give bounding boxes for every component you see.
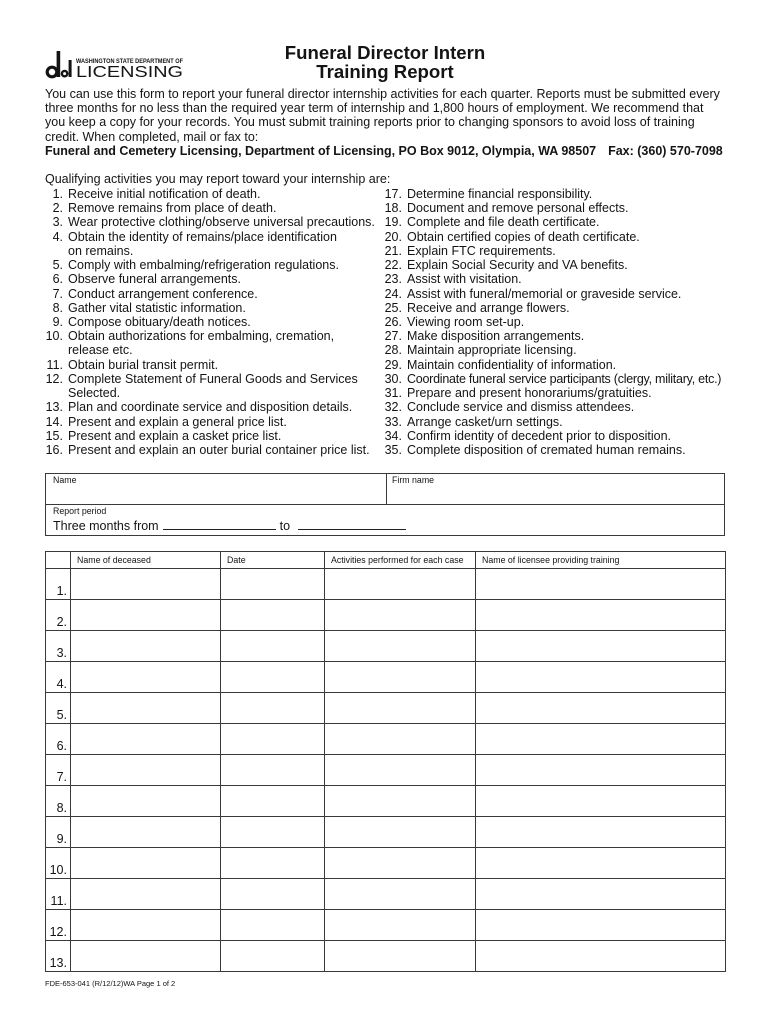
activity-text bbox=[40, 301, 375, 315]
activity-text-line: Observe funeral arrangements. bbox=[68, 272, 242, 287]
licensee-name-cell[interactable] bbox=[476, 724, 726, 755]
activity-text bbox=[378, 272, 721, 286]
fax-number: Fax: (360) 570-7098 bbox=[608, 143, 723, 158]
activity-number: 32. bbox=[384, 400, 402, 415]
activity-item bbox=[378, 201, 721, 215]
activity-number: 1. bbox=[52, 187, 63, 201]
agency-name-large: LICENSING bbox=[76, 64, 183, 81]
licensee-name-cell[interactable] bbox=[476, 569, 726, 600]
licensee-name-cell[interactable] bbox=[476, 600, 726, 631]
form-title-line-1: Funeral Director Intern bbox=[284, 41, 486, 63]
table-row bbox=[46, 848, 726, 879]
activity-number: 26. bbox=[384, 314, 402, 329]
activity-text-line: Maintain appropriate licensing. bbox=[407, 343, 577, 358]
row-number-header bbox=[46, 552, 71, 569]
activity-text-line: Arrange casket/urn settings. bbox=[407, 414, 563, 429]
deceased-name-cell[interactable] bbox=[71, 600, 221, 631]
activities-cell[interactable] bbox=[325, 755, 476, 786]
activity-number: 9. bbox=[52, 314, 63, 329]
activity-text bbox=[378, 343, 721, 357]
row-number: 2. bbox=[46, 600, 71, 631]
activity-item bbox=[378, 329, 721, 343]
activity-text-line: Conduct arrangement conference. bbox=[68, 286, 258, 301]
activity-text bbox=[40, 315, 375, 329]
licensee-name-cell[interactable] bbox=[476, 941, 726, 972]
activity-text bbox=[40, 358, 375, 372]
activities-cell[interactable] bbox=[325, 693, 476, 724]
activity-text bbox=[378, 358, 721, 372]
deceased-name-cell[interactable] bbox=[71, 569, 221, 600]
activity-text bbox=[40, 287, 375, 301]
licensee-name-cell[interactable] bbox=[476, 755, 726, 786]
deceased-name-cell[interactable] bbox=[71, 755, 221, 786]
table-row bbox=[46, 724, 726, 755]
activity-text bbox=[378, 215, 721, 229]
deceased-name-cell[interactable] bbox=[71, 786, 221, 817]
table-row bbox=[46, 817, 726, 848]
activity-text-line: Comply with embalming/refrigeration regulations. bbox=[68, 258, 339, 273]
activity-item bbox=[40, 358, 375, 372]
deceased-name-cell[interactable] bbox=[71, 941, 221, 972]
activity-item bbox=[378, 429, 721, 443]
activity-number: 18. bbox=[384, 201, 402, 216]
period-from-label: Three months from bbox=[53, 518, 159, 533]
activity-text-line: Maintain confidentiality of information. bbox=[407, 357, 617, 372]
activity-number: 29. bbox=[384, 357, 402, 372]
activity-item bbox=[378, 415, 721, 429]
activity-text-line: Complete Statement of Funeral Goods and Services bbox=[68, 371, 358, 386]
activities-cell[interactable] bbox=[325, 848, 476, 879]
instructions-line: You can use this form to report your funeral director internship activities for each quarter. Reports must be submitted every bbox=[45, 87, 720, 101]
activity-number: 16. bbox=[45, 442, 63, 457]
activity-number: 23. bbox=[384, 272, 402, 287]
activity-text bbox=[378, 415, 721, 429]
activities-cell[interactable] bbox=[325, 662, 476, 693]
activity-item bbox=[378, 343, 721, 357]
activity-text bbox=[378, 329, 721, 343]
activity-text bbox=[40, 415, 375, 429]
activities-list-left bbox=[40, 187, 375, 457]
row-number: 13. bbox=[46, 941, 71, 972]
activity-text bbox=[378, 201, 721, 215]
activity-text bbox=[40, 187, 375, 201]
activity-number: 28. bbox=[384, 343, 402, 358]
row-number: 4. bbox=[46, 662, 71, 693]
activity-text bbox=[40, 272, 375, 286]
deceased-name-cell[interactable] bbox=[71, 910, 221, 941]
activity-item bbox=[40, 187, 375, 201]
activity-text bbox=[378, 315, 721, 329]
table-row bbox=[46, 662, 726, 693]
table-body bbox=[46, 569, 726, 972]
activity-number: 21. bbox=[384, 243, 402, 258]
activities-cell[interactable] bbox=[325, 600, 476, 631]
row-number: 1. bbox=[46, 569, 71, 600]
activities-list-right bbox=[378, 187, 721, 457]
activity-number: 33. bbox=[384, 414, 402, 429]
activities-cell[interactable] bbox=[325, 569, 476, 600]
activity-number: 10. bbox=[45, 329, 63, 344]
activity-text-line: Selected. bbox=[68, 386, 121, 401]
activity-number: 30. bbox=[384, 371, 402, 386]
activity-text bbox=[40, 443, 375, 457]
period-to-field[interactable] bbox=[298, 519, 406, 530]
table-row bbox=[46, 631, 726, 662]
activity-item bbox=[378, 258, 721, 272]
table-row bbox=[46, 879, 726, 910]
activity-text-line: Present and explain an outer burial container price list. bbox=[68, 442, 370, 457]
activity-text-line: Obtain certified copies of death certificate. bbox=[407, 229, 640, 244]
date-cell[interactable] bbox=[221, 600, 325, 631]
activity-text bbox=[378, 386, 721, 400]
training-log-table bbox=[45, 551, 726, 972]
activity-item bbox=[40, 201, 375, 215]
activity-item bbox=[40, 315, 375, 329]
activity-text bbox=[40, 230, 375, 258]
header-licensee-name: Name of licensee providing training bbox=[476, 552, 726, 569]
activity-number: 25. bbox=[384, 300, 402, 315]
date-cell[interactable] bbox=[221, 662, 325, 693]
activity-item bbox=[378, 287, 721, 301]
activity-text-line: Obtain burial transit permit. bbox=[68, 357, 219, 372]
activity-item bbox=[378, 187, 721, 201]
activity-text-line: Gather vital statistic information. bbox=[68, 300, 246, 315]
activity-text-line: Confirm identity of decedent prior to disposition. bbox=[407, 428, 672, 443]
activity-text bbox=[378, 400, 721, 414]
agency-name-small: WASHINGTON STATE DEPARTMENT OF bbox=[76, 59, 184, 65]
activity-text-line: Receive and arrange flowers. bbox=[407, 300, 570, 315]
activity-item bbox=[40, 329, 375, 357]
date-cell[interactable] bbox=[221, 879, 325, 910]
activity-item bbox=[378, 272, 721, 286]
activity-number: 6. bbox=[52, 272, 63, 287]
firm-name-label: Firm name bbox=[392, 475, 435, 485]
row-number: 3. bbox=[46, 631, 71, 662]
activity-number: 3. bbox=[52, 215, 63, 230]
date-cell[interactable] bbox=[221, 910, 325, 941]
activity-text-line: Make disposition arrangements. bbox=[407, 329, 585, 344]
activity-text bbox=[40, 215, 375, 229]
activity-text bbox=[40, 372, 375, 400]
activity-text-line: Compose obituary/death notices. bbox=[68, 314, 251, 329]
activity-text bbox=[378, 429, 721, 443]
activity-number: 5. bbox=[52, 258, 63, 273]
table-row bbox=[46, 693, 726, 724]
period-to-label: to bbox=[279, 518, 291, 533]
activity-text bbox=[378, 372, 721, 386]
table-row bbox=[46, 600, 726, 631]
mailing-address: Funeral and Cemetery Licensing, Department of Licensing, PO Box 9012, Olympia, WA 98507 bbox=[45, 143, 597, 158]
deceased-name-cell[interactable] bbox=[71, 879, 221, 910]
activity-text-line: Explain FTC requirements. bbox=[407, 243, 556, 258]
activity-text-line: Receive initial notification of death. bbox=[68, 187, 261, 201]
activity-text-line: release etc. bbox=[68, 343, 133, 358]
table-row bbox=[46, 786, 726, 817]
row-number: 10. bbox=[46, 848, 71, 879]
form-title bbox=[0, 43, 770, 81]
activity-item bbox=[40, 230, 375, 258]
activity-text bbox=[378, 244, 721, 258]
activity-item bbox=[40, 301, 375, 315]
activity-text-line: Plan and coordinate service and disposition details. bbox=[68, 400, 353, 415]
licensee-name-cell[interactable] bbox=[476, 910, 726, 941]
activity-text-line: Prepare and present honorariums/gratuities. bbox=[407, 386, 652, 401]
row-number: 8. bbox=[46, 786, 71, 817]
licensee-name-cell[interactable] bbox=[476, 879, 726, 910]
date-cell[interactable] bbox=[221, 755, 325, 786]
activity-item bbox=[40, 400, 375, 414]
report-period-line bbox=[53, 519, 406, 533]
activity-text bbox=[378, 230, 721, 244]
activity-text-line: Obtain authorizations for embalming, cremation, bbox=[68, 329, 335, 344]
activity-item bbox=[378, 400, 721, 414]
deceased-name-cell[interactable] bbox=[71, 817, 221, 848]
activity-item bbox=[40, 215, 375, 229]
activity-item bbox=[40, 258, 375, 272]
activity-text-line: Obtain the identity of remains/place identification bbox=[68, 229, 337, 244]
activity-item bbox=[378, 215, 721, 229]
deceased-name-cell[interactable] bbox=[71, 631, 221, 662]
activity-text-line: Viewing room set-up. bbox=[407, 314, 525, 329]
activity-item bbox=[378, 301, 721, 315]
activity-text bbox=[40, 329, 375, 357]
activity-item bbox=[40, 415, 375, 429]
activity-text-line: Remove remains from place of death. bbox=[68, 201, 277, 216]
activity-number: 20. bbox=[384, 229, 402, 244]
activity-text bbox=[40, 201, 375, 215]
table-row bbox=[46, 910, 726, 941]
activity-number: 22. bbox=[384, 258, 402, 273]
deceased-name-cell[interactable] bbox=[71, 848, 221, 879]
activities-cell[interactable] bbox=[325, 879, 476, 910]
licensee-name-cell[interactable] bbox=[476, 693, 726, 724]
activity-item bbox=[378, 230, 721, 244]
date-cell[interactable] bbox=[221, 631, 325, 662]
date-cell[interactable] bbox=[221, 941, 325, 972]
activity-number: 11. bbox=[46, 357, 63, 372]
activity-number: 12. bbox=[45, 371, 63, 386]
row-number: 5. bbox=[46, 693, 71, 724]
mailing-address-line bbox=[45, 144, 723, 158]
activity-number: 19. bbox=[384, 215, 402, 230]
licensee-name-cell[interactable] bbox=[476, 631, 726, 662]
activity-item bbox=[40, 287, 375, 301]
licensee-name-cell[interactable] bbox=[476, 817, 726, 848]
instructions-paragraph bbox=[45, 87, 723, 158]
activity-item bbox=[40, 272, 375, 286]
activity-text-line: Complete disposition of cremated human remains. bbox=[407, 442, 686, 457]
activities-cell[interactable] bbox=[325, 910, 476, 941]
activity-number: 17. bbox=[384, 187, 402, 201]
table-row bbox=[46, 941, 726, 972]
activity-text bbox=[40, 400, 375, 414]
activity-text-line: Explain Social Security and VA benefits. bbox=[407, 258, 628, 273]
intern-info-box bbox=[45, 473, 725, 536]
activity-number: 7. bbox=[52, 286, 63, 301]
deceased-name-cell[interactable] bbox=[71, 724, 221, 755]
table-row bbox=[46, 755, 726, 786]
date-cell[interactable] bbox=[221, 724, 325, 755]
activity-text bbox=[40, 429, 375, 443]
activity-text-line: on remains. bbox=[68, 243, 134, 258]
instructions-line: you keep a copy for your records. You must submit training reports prior to changing sponsors to avoid loss of training bbox=[45, 115, 695, 130]
deceased-name-cell[interactable] bbox=[71, 662, 221, 693]
activities-cell[interactable] bbox=[325, 724, 476, 755]
date-cell[interactable] bbox=[221, 817, 325, 848]
licensee-name-cell[interactable] bbox=[476, 848, 726, 879]
row-number: 6. bbox=[46, 724, 71, 755]
date-cell[interactable] bbox=[221, 693, 325, 724]
activity-text-line: Coordinate funeral service participants (clergy, military, etc.) bbox=[407, 371, 722, 386]
activity-number: 14. bbox=[45, 414, 63, 429]
activities-cell[interactable] bbox=[325, 941, 476, 972]
name-label: Name bbox=[53, 475, 77, 485]
form-number-footer: FDE-653-041 (R/12/12)WA Page 1 of 2 bbox=[45, 979, 176, 988]
activity-text-line: Assist with visitation. bbox=[407, 272, 522, 287]
activity-text-line: Document and remove personal effects. bbox=[407, 201, 629, 216]
activity-item bbox=[378, 386, 721, 400]
activities-cell[interactable] bbox=[325, 817, 476, 848]
activity-item bbox=[378, 443, 721, 457]
table-header-row bbox=[46, 552, 726, 569]
licensee-name-cell[interactable] bbox=[476, 786, 726, 817]
header-name-of-deceased: Name of deceased bbox=[71, 552, 221, 569]
activity-text-line: Assist with funeral/memorial or graveside service. bbox=[407, 286, 682, 301]
activity-text bbox=[378, 443, 721, 457]
activity-item bbox=[40, 429, 375, 443]
header-activities-performed: Activities performed for each case bbox=[325, 552, 476, 569]
activities-cell[interactable] bbox=[325, 786, 476, 817]
activity-number: 35. bbox=[384, 442, 402, 457]
activity-number: 15. bbox=[45, 428, 63, 443]
activity-item bbox=[378, 372, 721, 386]
licensee-name-cell[interactable] bbox=[476, 662, 726, 693]
activity-text-line: Present and explain a general price list. bbox=[68, 414, 287, 429]
deceased-name-cell[interactable] bbox=[71, 693, 221, 724]
date-cell[interactable] bbox=[221, 569, 325, 600]
row-number: 12. bbox=[46, 910, 71, 941]
activity-text-line: Conclude service and dismiss attendees. bbox=[407, 400, 635, 415]
activity-text bbox=[40, 258, 375, 272]
activity-item bbox=[378, 315, 721, 329]
activity-text bbox=[378, 187, 721, 201]
activity-number: 24. bbox=[384, 286, 402, 301]
instructions-line: credit. When completed, mail or fax to: bbox=[45, 129, 259, 144]
firm-name-field[interactable] bbox=[387, 474, 724, 505]
activity-text bbox=[378, 258, 721, 272]
activity-text-line: Wear protective clothing/observe universal precautions. bbox=[68, 215, 375, 230]
activity-text bbox=[378, 301, 721, 315]
activities-heading: Qualifying activities you may report toward your internship are: bbox=[45, 172, 391, 186]
activity-number: 2. bbox=[52, 201, 63, 216]
activity-number: 31. bbox=[384, 386, 402, 401]
activity-number: 13. bbox=[45, 400, 63, 415]
date-cell[interactable] bbox=[221, 848, 325, 879]
form-title-line-2: Training Report bbox=[316, 60, 454, 82]
activity-number: 4. bbox=[52, 229, 63, 244]
activity-number: 34. bbox=[384, 428, 402, 443]
table-row bbox=[46, 569, 726, 600]
activity-text-line: Present and explain a casket price list. bbox=[68, 428, 282, 443]
row-number: 9. bbox=[46, 817, 71, 848]
activity-text bbox=[378, 287, 721, 301]
activities-cell[interactable] bbox=[325, 631, 476, 662]
activity-text-line: Complete and file death certificate. bbox=[407, 215, 600, 230]
period-from-field[interactable] bbox=[163, 519, 276, 530]
report-period-label: Report period bbox=[53, 506, 107, 516]
date-cell[interactable] bbox=[221, 786, 325, 817]
name-field[interactable] bbox=[46, 474, 387, 505]
instructions-line: three months for no less than the required year term of internship and 1,800 hours of employment. We recommend that bbox=[45, 101, 704, 116]
activity-item bbox=[40, 443, 375, 457]
activity-number: 27. bbox=[384, 329, 402, 344]
activity-item bbox=[378, 244, 721, 258]
activity-item bbox=[378, 358, 721, 372]
row-number: 11. bbox=[46, 879, 71, 910]
report-period-section bbox=[46, 505, 724, 535]
header-date: Date bbox=[221, 552, 325, 569]
activity-item bbox=[40, 372, 375, 400]
activity-text-line: Determine financial responsibility. bbox=[407, 187, 593, 201]
row-number: 7. bbox=[46, 755, 71, 786]
activity-number: 8. bbox=[52, 300, 63, 315]
